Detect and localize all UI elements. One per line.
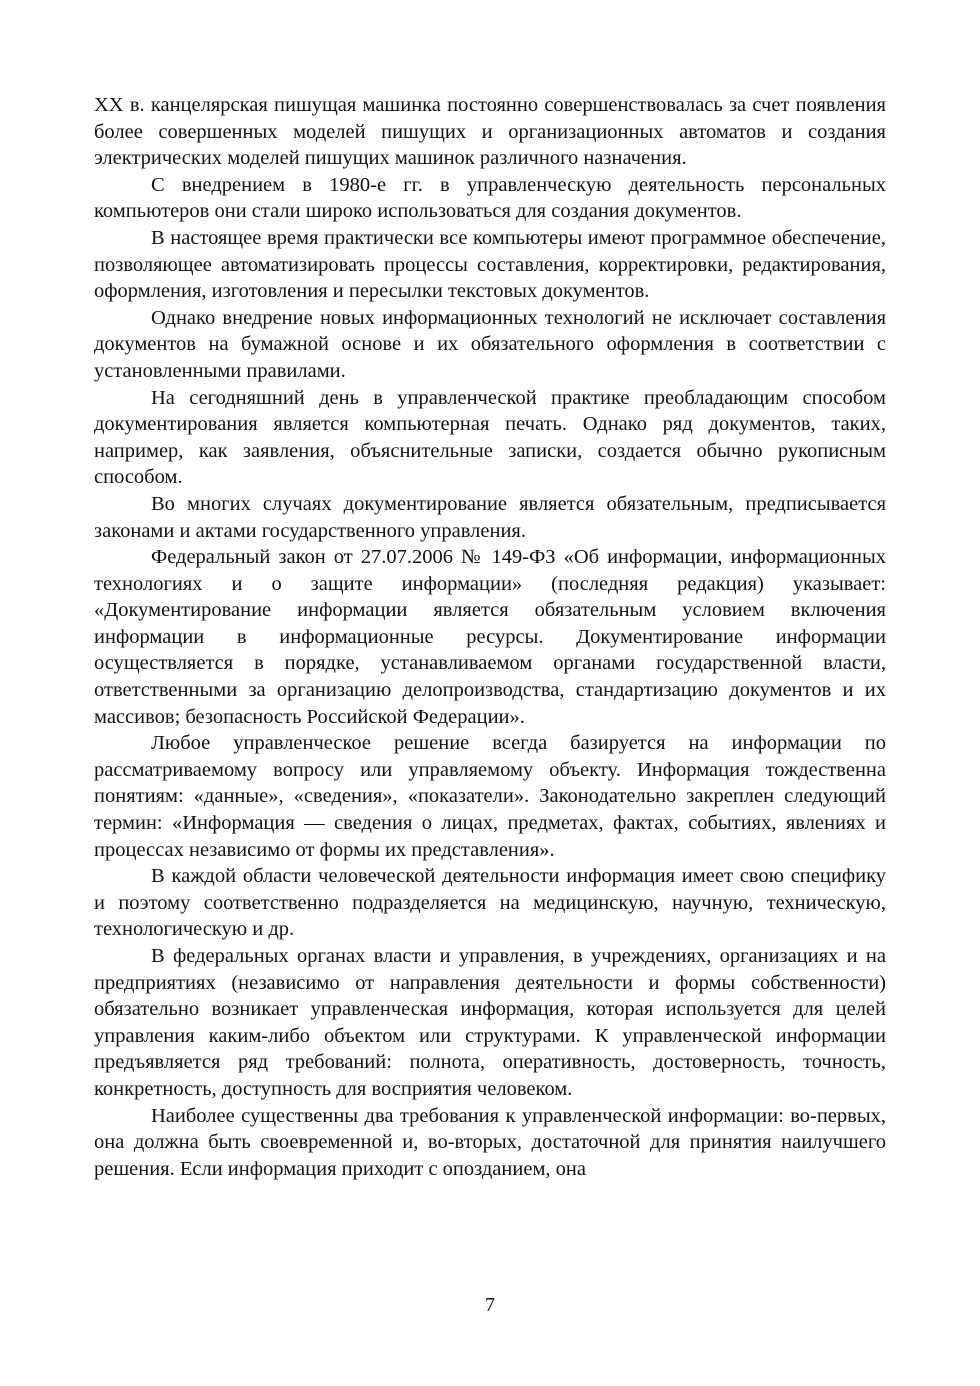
paragraph-management-information: В федеральных органах власти и управления, в учреждениях, организациях и на предприятиях (независимо от направления деятельности и формы собственности) обязательно возникает управленческая информация, которая используется для целей управления каким-либо объектом или структурами. К управленческой информации предъявляется ряд требований: полнота, оперативность, достоверность, точность, конкретность, доступность для восприятия человеком. <box>94 945 886 1100</box>
paragraph-federal-law: Федеральный закон от 27.07.2006 № 149-ФЗ «Об информации, информационных технологиях и о защите информации» (последняя редакция) указывает: «Документирование информации является обязательным условием включения информации в информационные ресурсы. Документирование информации осуществляется в порядке, устанавливаемом органами государственной власти, ответственными за организацию делопроизводства, стандартизацию документов и их массивов; безопасность Российской Федерации». <box>94 546 886 728</box>
page-body <box>94 92 886 1182</box>
paragraph-information-requirements: Наиболее существенны два требования к управленческой информации: во-первых, она должна быть своевременной и, во-вторых, достаточной для принятия наилучшего решения. Если информация приходит с опозданием, она <box>94 1104 886 1180</box>
paragraph-computer-printing: На сегодняшний день в управленческой практике преобладающим способом документирования является компьютерная печать. Однако ряд документов, таких, например, как заявления, объяснительные записки, создается обычно рукописным способом. <box>94 386 886 489</box>
paragraph-information-specifics: В каждой области человеческой деятельности информация имеет свою специфику и поэтому соответственно подразделяется на медицинскую, научную, техническую, технологическую и др. <box>94 865 886 941</box>
paragraph-personal-computers: С внедрением в 1980-е гг. в управленческую деятельность персональных компьютеров они стали широко использоваться для создания документов. <box>94 173 886 223</box>
paragraph-mandatory-documentation: Во многих случаях документирование является обязательным, предписывается законами и актами государственного управления. <box>94 492 886 542</box>
page-number: 7 <box>485 1294 495 1316</box>
paragraph-typewriter-history: XX в. канцелярская пишущая машинка постоянно совершенствовалась за счет появления более совершенных моделей пишущих и организационных автоматов и создания электрических моделей пишущих машинок различного назначения. <box>94 94 886 170</box>
paragraph-information-definition: Любое управленческое решение всегда базируется на информации по рассматриваемому вопросу или управляемому объекту. Информация тождественна понятиям: «данные», «сведения», «показатели». Законодательно закреплен следующий термин: «Информация — сведения о лицах, предметах, фактах, событиях, явлениях и процессах независимо от формы их представления». <box>94 732 886 861</box>
paragraph-software-automation: В настоящее время практически все компьютеры имеют программное обеспечение, позволяющее автоматизировать процессы составления, корректировки, редактирования, оформления, изготовления и пересылки текстовых документов. <box>94 226 886 303</box>
paragraph-paper-documents: Однако внедрение новых информационных технологий не исключает составления документов на бумажной основе и их обязательного оформления в соответствии с установленными правилами. <box>94 306 886 382</box>
